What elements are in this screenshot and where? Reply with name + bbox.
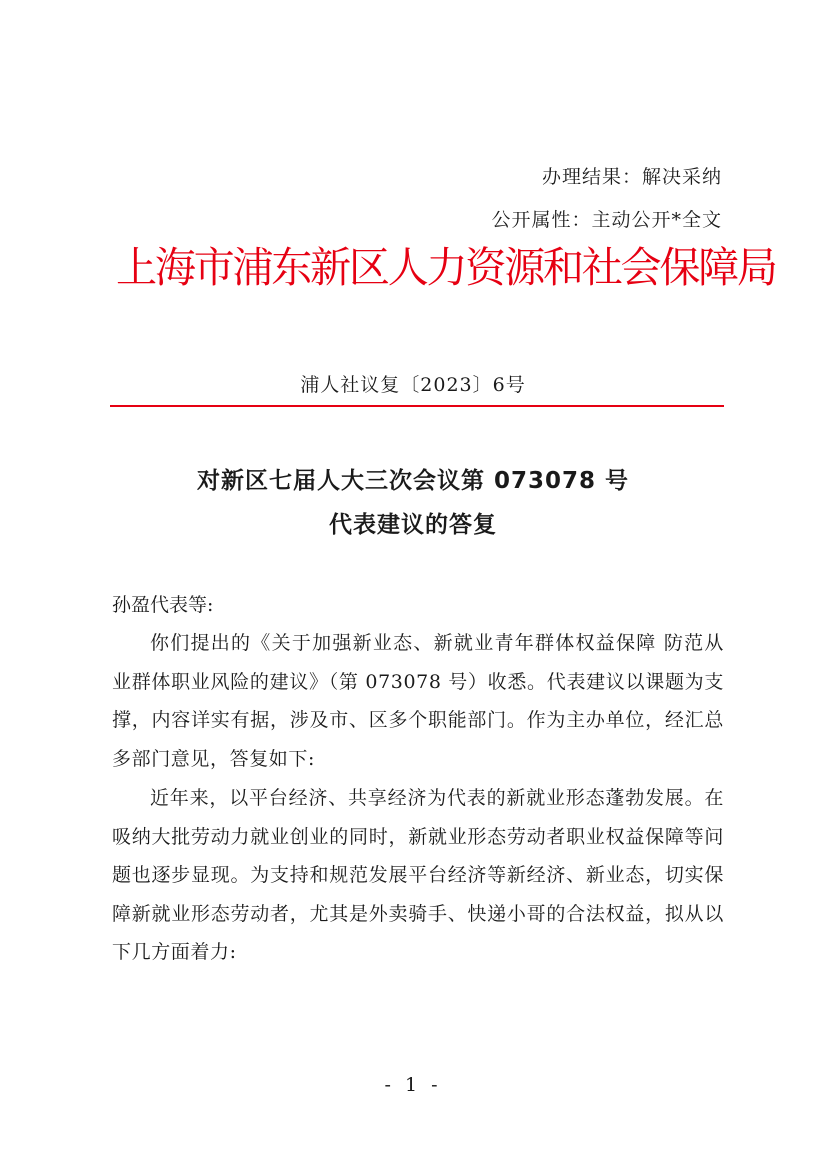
page-number: - 1 - [384, 1074, 442, 1096]
document-title-line1: 对新区七届人大三次会议第 073078 号 [196, 468, 630, 494]
disclosure-attribute: 公开属性：主动公开*全文 [491, 209, 722, 231]
handling-result: 办理结果：解决采纳 [541, 166, 722, 188]
organization-letterhead: 上海市浦东新区人力资源和社会保障局 [116, 243, 776, 292]
body-paragraph-1: 你们提出的《关于加强新业态、新就业青年群体权益保障 防范从业群体职业风险的建议》（第 073078 号）收悉。代表建议以课题为支撑，内容详实有据，涉及市、区多个职能部门。作为主办单位，经汇总多部门意见，答复如下: [112, 632, 724, 770]
letterhead-divider [110, 405, 724, 407]
salutation: 孙盈代表等: [112, 594, 214, 616]
document-title-line2: 代表建议的答复 [329, 512, 497, 538]
body-paragraph-2: 近年来，以平台经济、共享经济为代表的新就业形态蓬勃发展。在吸纳大批劳动力就业创业的同时，新就业形态劳动者职业权益保障等问题也逐步显现。为支持和规范发展平台经济等新经济、新业态，切实保障新就业形态劳动者，尤其是外卖骑手、快递小哥的合法权益，拟从以下几方面着力: [112, 787, 724, 963]
document-number: 浦人社议复〔2023〕6号 [300, 374, 526, 396]
